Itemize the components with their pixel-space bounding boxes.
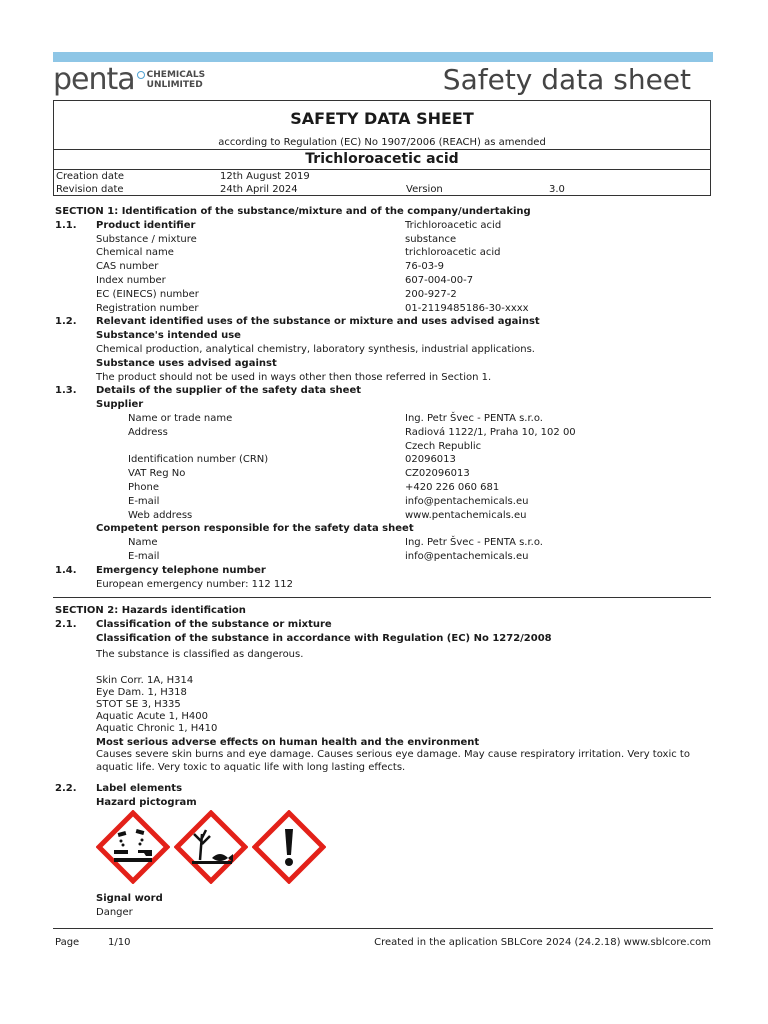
ids-row xyxy=(55,246,711,260)
signal-word-text xyxy=(55,906,711,920)
field-value: CZ02096013 xyxy=(405,468,470,480)
title-box xyxy=(53,100,711,196)
hazard-pictograms xyxy=(96,810,711,890)
subsection-1-4 xyxy=(55,564,711,578)
top-accent-bar xyxy=(53,52,713,62)
field-value: 76-03-9 xyxy=(405,261,445,273)
subsection-1-1 xyxy=(55,219,711,233)
environment-icon xyxy=(174,810,248,884)
uses-against-value: The product should not be used in ways other then those referred in Section 1. xyxy=(96,371,492,383)
competent-person-list xyxy=(55,536,711,564)
intended-use-value: Chemical production, analytical chemistry, laboratory synthesis, industrial applications. xyxy=(96,343,535,355)
ids-row xyxy=(55,274,711,288)
logo-subtitle xyxy=(137,70,205,90)
competent-row xyxy=(55,550,711,564)
signal-word-label: Signal word xyxy=(96,892,163,904)
field-label: CAS number xyxy=(96,261,159,273)
field-label: Index number xyxy=(96,274,166,286)
supplier-row xyxy=(55,440,711,454)
creation-date-value: 12th August 2019 xyxy=(220,171,310,182)
hazard-class: Aquatic Acute 1, H400 xyxy=(96,711,208,723)
field-label: Identification number (CRN) xyxy=(128,454,269,466)
subsection-2-1 xyxy=(55,618,711,632)
subsection-title: Details of the supplier of the safety data sheet xyxy=(96,385,362,397)
field-label: Name xyxy=(128,537,158,549)
supplier-row xyxy=(55,426,711,440)
signal-word-value: Danger xyxy=(96,906,133,918)
identifier-list xyxy=(55,233,711,316)
field-value: 200-927-2 xyxy=(405,288,457,300)
ids-row xyxy=(55,288,711,302)
hazard-classes-list xyxy=(55,675,711,736)
supplier-row xyxy=(55,509,711,523)
version-value: 3.0 xyxy=(549,184,565,195)
uses-against-label: Substance uses advised against xyxy=(96,357,277,369)
sds-content xyxy=(55,205,711,920)
subsection-number: 1.1. xyxy=(55,219,77,231)
supplier-row xyxy=(55,453,711,467)
subsection-number: 1.2. xyxy=(55,316,77,328)
ids-row xyxy=(55,260,711,274)
field-value: substance xyxy=(405,233,457,245)
subsection-title: Relevant identified uses of the substance or mixture and uses advised against xyxy=(96,316,540,328)
page-number: 1/10 xyxy=(108,937,131,948)
field-label: E-mail xyxy=(128,495,160,507)
created-by-text: Created in the aplication SBLCore 2024 (24.2.18) www.sblcore.com xyxy=(374,937,711,948)
logo-dot-icon xyxy=(137,71,145,79)
field-value: Ing. Petr Švec - PENTA s.r.o. xyxy=(405,537,543,549)
supplier-row xyxy=(55,412,711,426)
ids-row xyxy=(55,233,711,247)
subsection-number: 1.4. xyxy=(55,564,77,576)
field-value: info@pentachemicals.eu xyxy=(405,550,529,562)
logo-sub-line2: UNLIMITED xyxy=(146,80,203,90)
hazard-class: Eye Dam. 1, H318 xyxy=(96,686,187,698)
uses-against-text xyxy=(55,371,711,385)
subsection-1-2 xyxy=(55,315,711,329)
field-label: Registration number xyxy=(96,302,199,314)
intended-use-label: Substance's intended use xyxy=(96,330,241,342)
subsection-title: Emergency telephone number xyxy=(96,564,266,576)
creation-date-label: Creation date xyxy=(56,171,125,182)
subsection-number: 2.1. xyxy=(55,619,77,631)
revision-date-value: 24th April 2024 xyxy=(220,184,298,195)
regulation-line: according to Regulation (EC) No 1907/2006 (REACH) as amended xyxy=(218,137,546,148)
intended-use-text xyxy=(55,343,711,357)
emergency-number-value: European emergency number: 112 112 xyxy=(96,578,293,590)
hazard-class: Skin Corr. 1A, H314 xyxy=(96,674,194,686)
product-identifier-value: Trichloroacetic acid xyxy=(405,219,502,231)
supplier-row xyxy=(55,467,711,481)
field-value: 01-2119485186-30-xxxx xyxy=(405,302,529,314)
field-label: Phone xyxy=(128,481,159,493)
supplier-label: Supplier xyxy=(96,399,144,411)
logo-word: penta xyxy=(53,62,135,97)
supplier-list xyxy=(55,412,711,522)
intended-use-heading xyxy=(55,329,711,343)
subsection-title: Label elements xyxy=(96,783,183,795)
adverse-effects-text: Causes severe skin burns and eye damage. Causes serious eye damage. May cause respiratory irritation. Very toxic to aquatic life. Very toxic to aquatic life with long lasting effects. xyxy=(96,749,690,773)
field-label: E-mail xyxy=(128,550,160,562)
field-label: VAT Reg No xyxy=(128,468,186,480)
field-value: 607-004-00-7 xyxy=(405,274,474,286)
emergency-number xyxy=(55,578,711,592)
subsection-2-2 xyxy=(55,782,711,796)
field-label: Address xyxy=(128,426,168,438)
field-value: www.pentachemicals.eu xyxy=(405,509,527,521)
competent-person-heading xyxy=(55,522,711,536)
subsection-number: 2.2. xyxy=(55,783,77,795)
section-2-heading: SECTION 2: Hazards identification xyxy=(55,605,246,617)
adverse-effects-label: Most serious adverse effects on human health and the environment xyxy=(96,736,480,748)
signal-word-heading xyxy=(55,892,711,906)
field-value: Ing. Petr Švec - PENTA s.r.o. xyxy=(405,412,543,424)
section-divider xyxy=(53,597,711,598)
page-label: Page xyxy=(55,937,80,948)
pictogram-heading xyxy=(55,796,711,810)
chemical-name-title: Trichloroacetic acid xyxy=(305,151,459,167)
supplier-row xyxy=(55,495,711,509)
hazard-class: STOT SE 3, H335 xyxy=(96,698,181,710)
corrosion-icon xyxy=(96,810,170,884)
field-value: 02096013 xyxy=(405,454,456,466)
subsection-title: Classification of the substance or mixture xyxy=(96,619,332,631)
subsection-number: 1.3. xyxy=(55,385,77,397)
adverse-effects-heading xyxy=(55,736,711,750)
supplier-heading xyxy=(55,398,711,412)
section-1-heading: SECTION 1: Identification of the substance/mixture and of the company/undertaking xyxy=(55,206,531,217)
classification-label: Classification of the substance in accordance with Regulation (EC) No 1272/2008 xyxy=(96,632,552,644)
classified-text xyxy=(55,648,711,662)
classification-heading xyxy=(55,632,711,646)
field-value: trichloroacetic acid xyxy=(405,247,501,259)
footer-divider xyxy=(53,928,713,929)
competent-row xyxy=(55,536,711,550)
uses-against-heading xyxy=(55,357,711,371)
hazard-class: Aquatic Chronic 1, H410 xyxy=(96,723,218,735)
field-value: info@pentachemicals.eu xyxy=(405,495,529,507)
field-value: Czech Republic xyxy=(405,440,482,452)
sds-title: SAFETY DATA SHEET xyxy=(290,109,474,128)
supplier-row xyxy=(55,481,711,495)
field-label: Substance / mixture xyxy=(96,233,197,245)
field-label: EC (EINECS) number xyxy=(96,288,199,300)
revision-date-label: Revision date xyxy=(56,184,124,195)
field-value: Radiová 1122/1, Praha 10, 102 00 xyxy=(405,426,576,438)
classified-value: The substance is classified as dangerous. xyxy=(96,648,304,660)
logo-sub-line1: CHEMICALS xyxy=(146,70,206,80)
penta-logo xyxy=(53,64,205,98)
exclamation-icon xyxy=(252,810,326,884)
competent-person-label: Competent person responsible for the safety data sheet xyxy=(96,523,414,535)
ids-row xyxy=(55,302,711,316)
version-label: Version xyxy=(406,184,443,195)
divider xyxy=(54,149,710,150)
subsection-title: Product identifier xyxy=(96,219,196,231)
divider xyxy=(54,169,710,170)
subsection-1-3 xyxy=(55,384,711,398)
field-label: Name or trade name xyxy=(128,412,233,424)
field-label: Chemical name xyxy=(96,247,174,259)
pictogram-label: Hazard pictogram xyxy=(96,797,197,809)
field-label: Web address xyxy=(128,509,193,521)
document-title: Safety data sheet xyxy=(442,63,691,96)
field-value: +420 226 060 681 xyxy=(405,481,500,493)
